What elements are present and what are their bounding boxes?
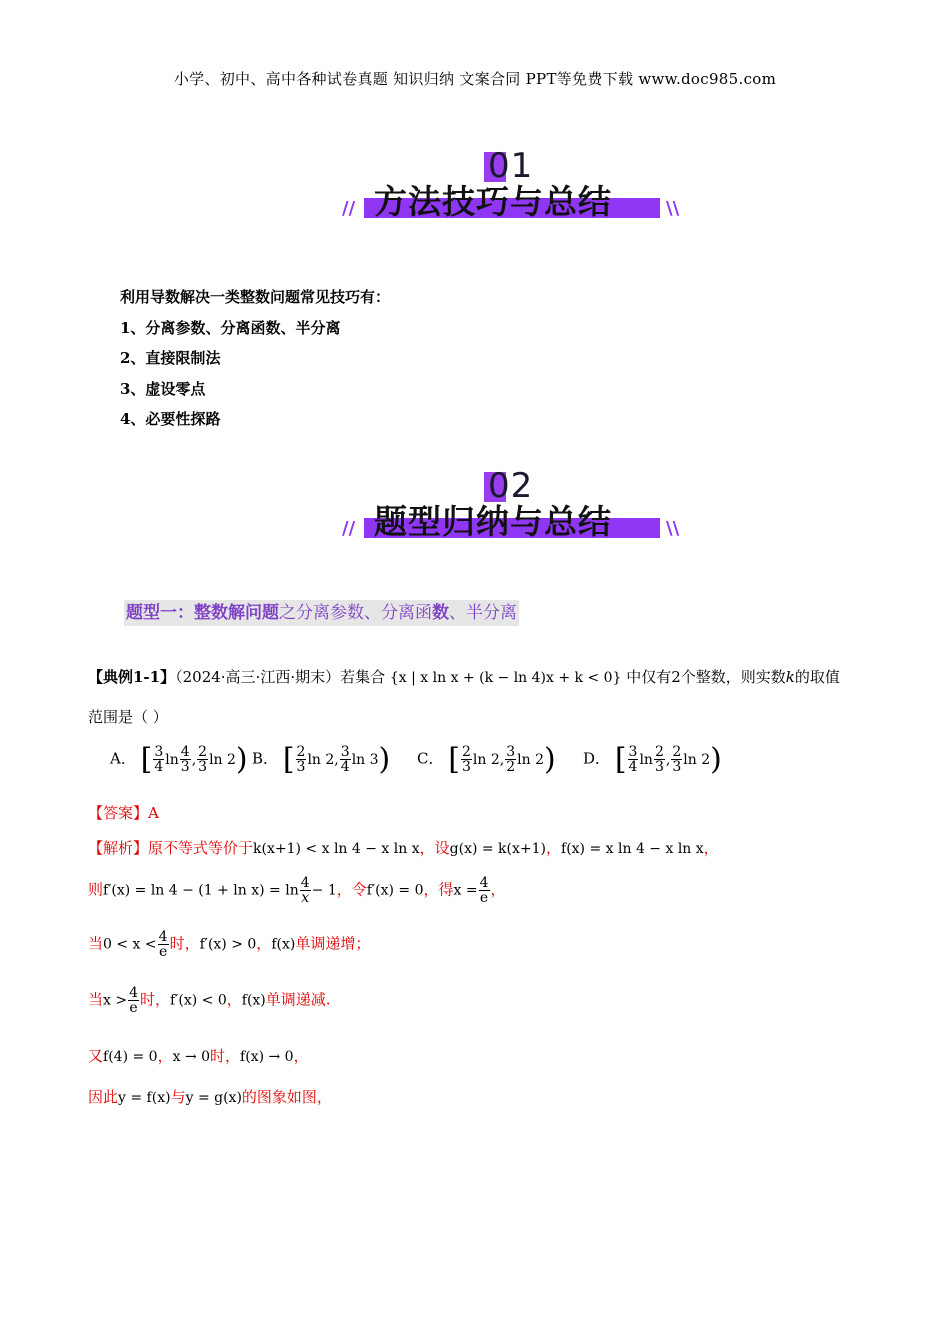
- heading-part: 、分离函: [364, 603, 432, 623]
- text: 单调递减.: [265, 990, 331, 1009]
- question-line-2: 范围是（ ）: [88, 708, 168, 726]
- text: 当: [88, 990, 104, 1009]
- math-expr: y = g(x): [185, 1090, 242, 1106]
- text: 原不等式等价于: [148, 839, 254, 857]
- math-expr: y = f(x): [118, 1090, 171, 1106]
- math-expr: g(x) = k(x+1): [449, 841, 546, 857]
- analysis-line-6: [88, 1086, 332, 1107]
- option-d: D． [ $\frac{3}{4}$ ln $\frac{2}{3}$ , $\frac{2}{3}$ ln 2): [583, 742, 722, 777]
- tip-item: 3、虚设零点: [120, 379, 206, 398]
- text: ，得: [423, 880, 454, 899]
- problem-type-heading: [124, 600, 519, 626]
- text: 与: [170, 1088, 186, 1106]
- text: ，: [157, 1047, 173, 1065]
- tip-item: 4、必要性探路: [120, 410, 221, 428]
- variable-k: k: [785, 668, 795, 686]
- text: 因此: [88, 1088, 119, 1106]
- text: ，设: [419, 839, 450, 857]
- tips-list: [120, 282, 390, 435]
- text: 又: [88, 1047, 104, 1065]
- text: 单调递增；: [295, 934, 371, 953]
- set-expression: {x | x ln x + (k − ln 4)x + k < 0}: [389, 670, 622, 686]
- option-c: C． [ $\frac{2}{3}$ ln 2, $\frac{3}{2}$ ln 2): [417, 742, 556, 777]
- text: 则: [88, 880, 104, 899]
- text: ，: [546, 839, 562, 857]
- tip-item: 2、直接限制法: [120, 349, 221, 367]
- math-expr: 0 < x <: [103, 936, 157, 953]
- analysis-line-5: [88, 1045, 309, 1066]
- text: ，: [293, 1047, 309, 1065]
- text: 时，: [169, 934, 200, 953]
- math-expr: f(x): [271, 936, 296, 953]
- example-tag: 【典例1-1】: [88, 668, 176, 686]
- math-expr: x =: [453, 882, 478, 899]
- math-expr: f(x): [241, 992, 266, 1009]
- tips-intro: 利用导数解决一类整数问题常见技巧有：: [120, 288, 391, 306]
- heading-part: 题型: [126, 603, 160, 623]
- question-line-1: [88, 666, 840, 687]
- banner-number: 01: [488, 146, 534, 186]
- option-label: D．: [583, 749, 611, 768]
- question-text: 中仅有2个整数，则实数: [626, 668, 786, 686]
- text: ，: [226, 990, 242, 1009]
- text: 时，: [140, 990, 171, 1009]
- math-expr: x >: [103, 992, 128, 1009]
- text: 的图象如图，: [241, 1088, 332, 1106]
- answer-line: 【答案】A: [88, 804, 159, 822]
- math-expr: − 1: [311, 882, 337, 899]
- text: 当: [88, 934, 104, 953]
- analysis-label: 【解析】: [88, 839, 149, 857]
- option-label: B．: [252, 749, 279, 768]
- question-text: 的取值: [794, 668, 840, 686]
- option-a: A． [ $\frac{3}{4}$ ln $\frac{4}{3}$ , $\frac{2}{3}$ ln 2): [110, 742, 248, 777]
- banner-title: 方法技巧与总结: [374, 182, 612, 221]
- analysis-line-2: 则f′(x) = ln 4 − (1 + ln x) = ln $\frac{4}{x}$ − 1，令f′(x) = 0，得x = $\frac{4}{e}$ ，: [88, 875, 506, 906]
- slash-decoration-right: \\: [666, 518, 680, 539]
- heading-part: 一：整数解问题: [160, 603, 279, 623]
- math-expr: f′(x) = 0: [366, 882, 424, 899]
- math-expr: f′(x) < 0: [170, 992, 227, 1009]
- option-b: B． [ $\frac{2}{3}$ ln 2, $\frac{3}{4}$ ln 3): [252, 742, 391, 777]
- text: ，: [256, 934, 272, 953]
- math-expr: f(4) = 0: [103, 1049, 158, 1065]
- question-source: （2024·高三·江西·期末）若集合: [175, 668, 386, 686]
- slash-decoration-right: \\: [666, 198, 680, 219]
- banner-number: 02: [488, 466, 534, 506]
- slash-decoration-left: //: [342, 198, 356, 219]
- section-banner-2: [340, 466, 685, 546]
- tip-item: 1、分离参数、分离函数、半分离: [120, 318, 341, 337]
- math-expr: f(x) = x ln 4 − x ln x: [561, 841, 704, 857]
- text: ，: [703, 839, 719, 857]
- section-banner-1: [340, 146, 685, 226]
- math-expr: f(x) → 0: [240, 1049, 294, 1065]
- page-header: 小学、初中、高中各种试卷真题 知识归纳 文案合同 PPT等免费下载 www.doc985.com: [173, 70, 777, 88]
- analysis-line-1: [88, 837, 719, 858]
- option-label: A．: [110, 749, 136, 768]
- slash-decoration-left: //: [342, 518, 356, 539]
- math-expr: f′(x) > 0: [199, 936, 257, 953]
- analysis-line-3: 当0 < x < $\frac{4}{e}$ 时，f′(x) > 0，f(x)单调递增；: [88, 929, 371, 960]
- heading-part: 之分离参数: [279, 603, 364, 623]
- math-expr: f′(x) = ln 4 − (1 + ln x) = ln: [103, 882, 299, 899]
- banner-title: 题型归纳与总结: [374, 502, 612, 541]
- heading-part: 、半分离: [449, 603, 517, 623]
- heading-part: 数: [432, 603, 449, 623]
- text: 时，: [210, 1047, 241, 1065]
- math-expr: x → 0: [172, 1049, 211, 1065]
- math-expr: k(x+1) < x ln 4 − x ln x: [253, 841, 420, 857]
- text: ，: [490, 880, 506, 899]
- text: ，令: [336, 880, 367, 899]
- analysis-line-4: 当x > $\frac{4}{e}$ 时，f′(x) < 0，f(x)单调递减.: [88, 985, 331, 1016]
- option-label: C．: [417, 749, 444, 768]
